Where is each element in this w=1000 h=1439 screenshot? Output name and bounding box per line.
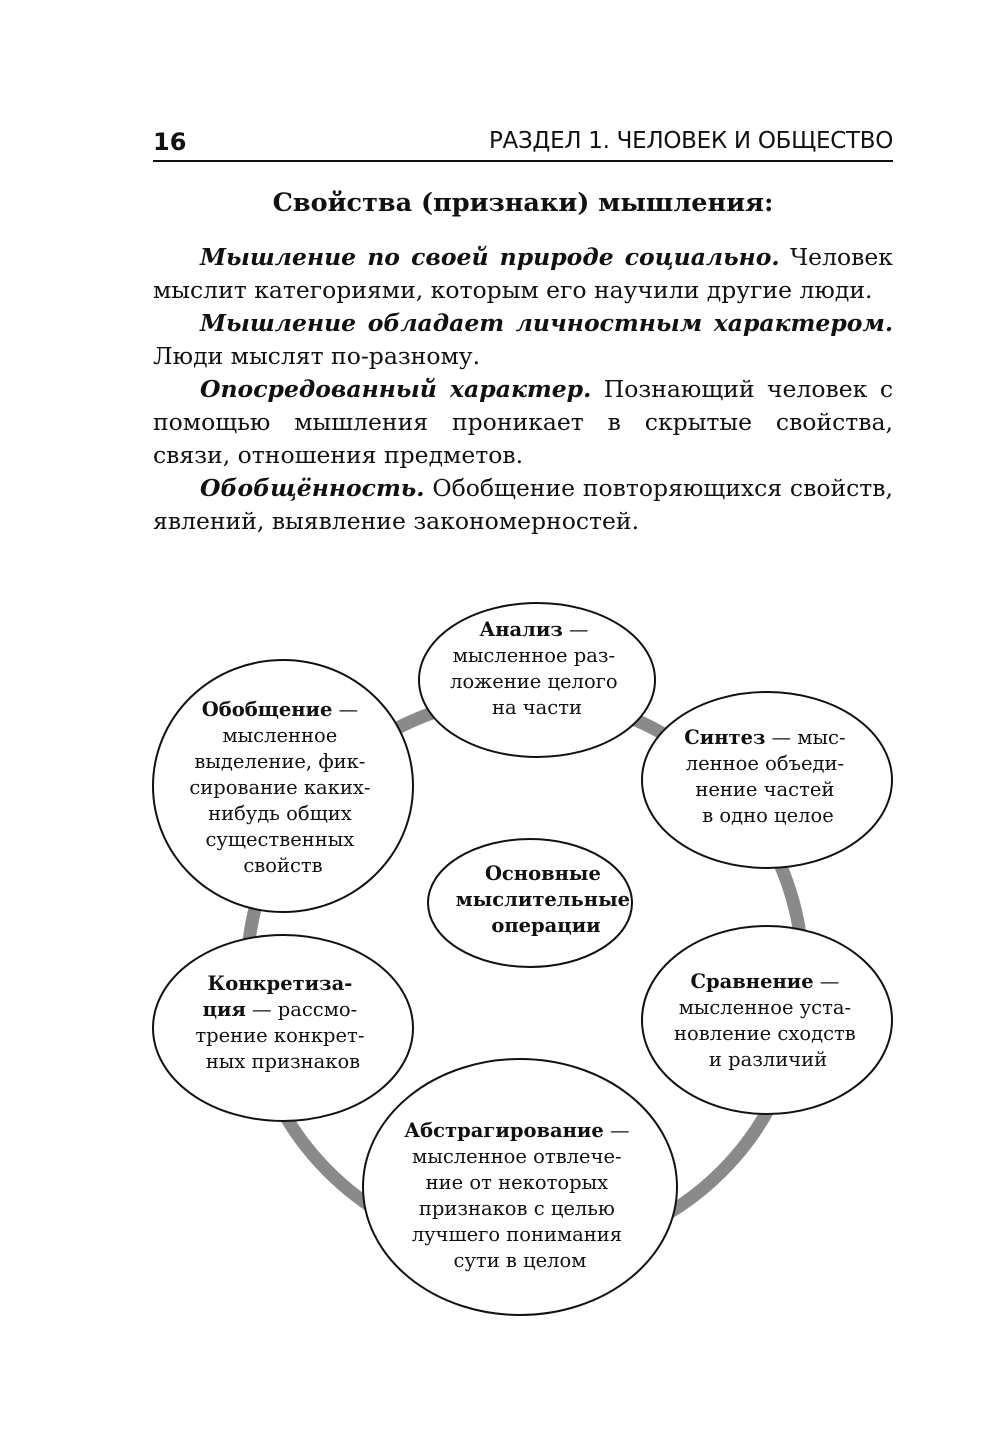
synthesis-term: Синтез <box>684 726 766 749</box>
generalization-line: сирование каких- <box>189 776 371 799</box>
comparison-line: и различий <box>708 1048 828 1071</box>
concretization-term: Конкретиза- <box>207 972 353 995</box>
concretization-dash: — рассмо- <box>245 998 358 1021</box>
abstraction-line: лучшего понимания <box>411 1223 623 1246</box>
synthesis-dash: — мыс- <box>765 726 846 749</box>
concretization-line <box>203 998 358 1021</box>
generalization-line: выделение, фик- <box>194 750 366 773</box>
paragraph-text: Познающий человек с помощью мышления проникает в скрытые свойства, связи, отношения предметов. <box>153 375 893 469</box>
running-head: РАЗДЕЛ 1. ЧЕЛОВЕК И ОБЩЕСТВО <box>488 128 893 154</box>
node-comparison <box>642 926 892 1114</box>
abstraction-line: признаков с целью <box>418 1197 615 1220</box>
abstraction-dash: — <box>603 1119 630 1142</box>
center-line: операции <box>491 914 601 937</box>
paragraph-text: Человек мыслит категориями, которым его научили другие люди. <box>153 243 893 304</box>
analysis-line <box>479 618 588 641</box>
concretization-line: трение конкрет- <box>195 1024 365 1047</box>
comparison-term: Сравнение <box>690 970 814 993</box>
paragraph-text: Люди мыслят по-разному. <box>153 342 481 370</box>
analysis-line: ложение целого <box>450 670 618 693</box>
paragraph-term: Опосредованный характер. <box>200 375 592 403</box>
generalization-line: нибудь общих <box>208 802 352 825</box>
paragraph-term: Обобщённость. <box>200 474 425 502</box>
comparison-line: новление сходств <box>674 1022 856 1045</box>
generalization-dash: — <box>332 698 359 721</box>
abstraction-line: сути в целом <box>453 1249 587 1272</box>
page-number: 16 <box>153 128 187 156</box>
section-title: Свойства (признаки) мышления: <box>272 188 774 218</box>
abstraction-line <box>404 1119 629 1142</box>
center-line: мыслительные <box>455 888 631 911</box>
analysis-line: на части <box>491 696 583 719</box>
analysis-dash: — <box>562 618 589 641</box>
generalization-term: Обобщение <box>201 698 333 721</box>
abstraction-line: ние от некоторых <box>425 1171 609 1194</box>
analysis-term: Анализ <box>479 618 563 641</box>
generalization-line: свойств <box>243 854 323 877</box>
synthesis-line: в одно целое <box>702 804 834 827</box>
comparison-line: мысленное уста- <box>678 996 852 1019</box>
synthesis-line <box>684 726 845 749</box>
generalization-line <box>202 698 358 721</box>
generalization-line: существенных <box>205 828 355 851</box>
abstraction-line: мысленное отвлече- <box>412 1145 622 1168</box>
paragraph-term: Мышление по своей природе социально. <box>200 243 780 271</box>
paragraph-term: Мышление обладает личностным характером. <box>200 309 893 337</box>
concretization-line: ных признаков <box>205 1050 361 1073</box>
generalization-line: мысленное <box>222 724 338 747</box>
synthesis-line: нение частей <box>695 778 835 801</box>
abstraction-term: Абстрагирование <box>404 1119 604 1142</box>
comparison-dash: — <box>813 970 840 993</box>
center-line: Основные <box>484 862 601 885</box>
concretization-term: ция <box>202 998 246 1021</box>
analysis-line: мысленное раз- <box>452 644 616 667</box>
paragraph-text: Обобщение повторяющихся свойств, явлений, выявление закономерностей. <box>153 474 893 535</box>
synthesis-line: ленное объеди- <box>685 752 845 775</box>
comparison-line <box>690 970 839 993</box>
